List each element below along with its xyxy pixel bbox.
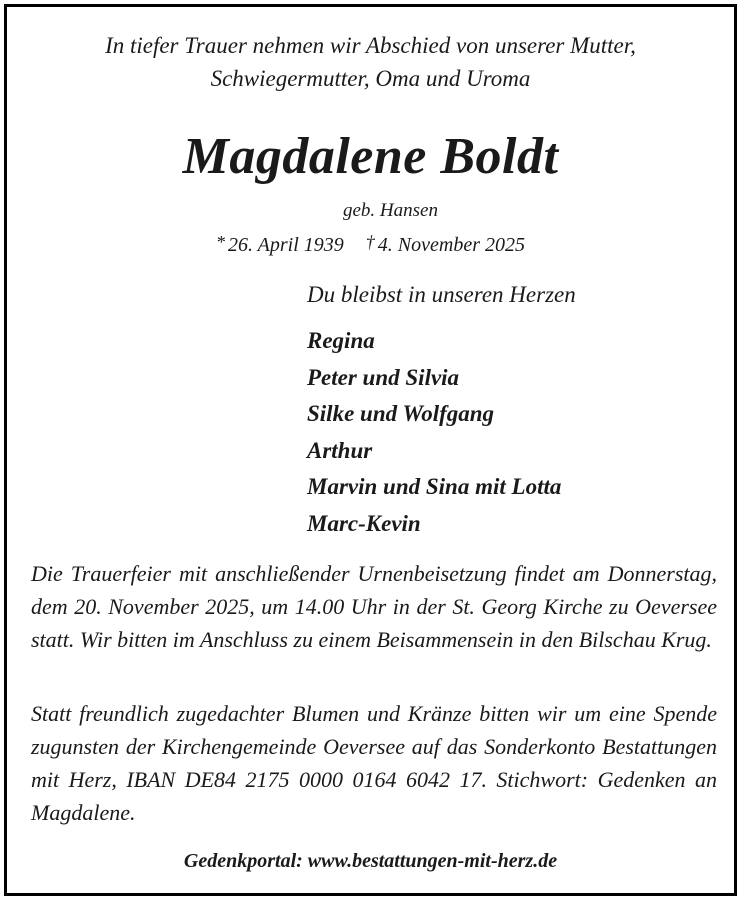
death-symbol: † <box>365 232 375 252</box>
mourner: Peter und Silvia <box>307 364 460 390</box>
life-dates <box>7 229 734 258</box>
memorial-portal <box>7 847 734 875</box>
mourner: Marvin und Sina mit Lotta <box>307 474 562 499</box>
donation-paragraph: Statt freundlich zugedachter Blumen und Kränze bitten wir um eine Spende zugunsten der Kirchengemeinde Oeversee auf das Sonderkonto Bestattungen mit Herz, IBAN DE84 2175 0000 0164 6042 17. Stichwort: Gedenken an Magdalene. <box>31 701 717 825</box>
birth-date: 26. April 1939 <box>228 234 344 256</box>
obituary-notice <box>4 4 737 896</box>
mourners-list <box>307 323 561 542</box>
birth-symbol: * <box>216 232 226 252</box>
intro-text <box>7 29 734 95</box>
mourner: Arthur <box>307 437 373 463</box>
motto: Du bleibst in unseren Herzen <box>307 282 576 307</box>
mourner: Silke und Wolfgang <box>307 401 495 426</box>
ceremony-paragraph: Die Trauerfeier mit anschließender Urnenbeisetzung findet am Donnerstag, dem 20. November 2025, um 14.00 Uhr in der St. Georg Kirche zu Oeversee statt. Wir bitten im Anschluss zu einem Beisammensein in den Bilschau Krug. <box>31 561 717 652</box>
intro-line-2: Schwiegermutter, Oma und Uroma <box>210 66 531 91</box>
portal-label: Gedenkportal: <box>183 850 303 872</box>
portal-url: www.bestattungen-mit-herz.de <box>307 850 558 872</box>
intro-line-1: In tiefer Trauer nehmen wir Abschied von unserer Mutter, <box>105 33 636 58</box>
mourner: Marc-Kevin <box>307 510 421 536</box>
mourner: Regina <box>307 328 375 353</box>
death-date: 4. November 2025 <box>377 234 525 256</box>
deceased-name: Magdalene Boldt <box>182 128 559 185</box>
maiden-name: geb. Hansen <box>343 200 438 221</box>
